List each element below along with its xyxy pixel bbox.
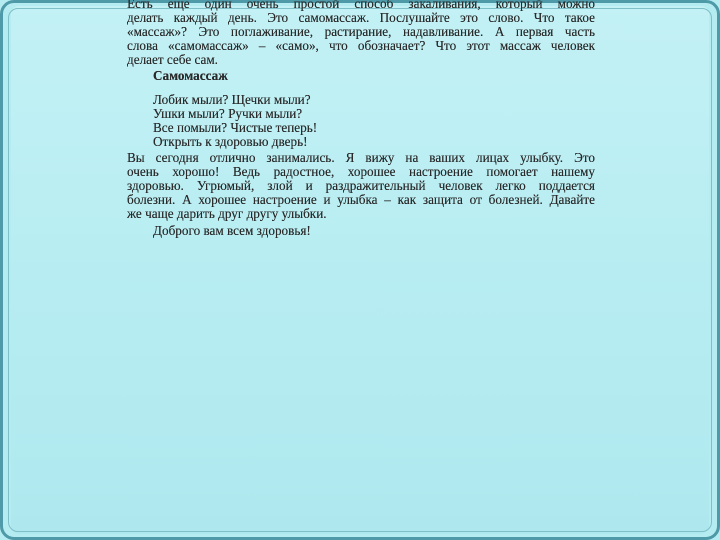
- paragraph2-line-2: очень хорошо! Ведь радостное, хорошее настроение помогает нашему: [127, 164, 595, 179]
- paragraph1-line-1: Есть еще один очень простой способ закаливания, который можно: [127, 0, 595, 11]
- paragraph2-line-1: Вы сегодня отлично занимались. Я вижу на ваших лицах улыбку. Это: [127, 150, 595, 165]
- paragraph1-line-3: «массаж»? Это поглаживание, растирание, надавливание. А первая часть: [127, 24, 595, 39]
- paragraph2-line-4: болезни. А хорошее настроение и улыбка – как защита от болезней. Давайте: [127, 192, 595, 207]
- poem-line-3: Все помыли? Чистые теперь!: [153, 120, 318, 135]
- paragraph2-line-3: здоровью. Угрюмый, злой и раздражительный человек легко поддается: [127, 178, 595, 193]
- paragraph2-line-5: же чаще дарить друг другу улыбки.: [127, 206, 327, 221]
- paragraph1-line-4: слова «самомассаж» – «само», что обозначает? Что этот массаж человек: [127, 38, 595, 53]
- section-heading: Самомассаж: [153, 68, 228, 83]
- poem-line-4: Открыть к здоровью дверь!: [153, 134, 308, 149]
- paragraph1-line-2: делать каждый день. Это самомассаж. Послушайте это слово. Что такое: [127, 10, 595, 25]
- poem-line-2: Ушки мыли? Ручки мыли?: [153, 106, 303, 121]
- slide-frame-inner: [8, 8, 712, 532]
- closing-line: Доброго вам всем здоровья!: [153, 223, 311, 238]
- poem-line-1: Лобик мыли? Щечки мыли?: [153, 92, 311, 107]
- paragraph1-line-5: делает себе сам.: [127, 52, 218, 67]
